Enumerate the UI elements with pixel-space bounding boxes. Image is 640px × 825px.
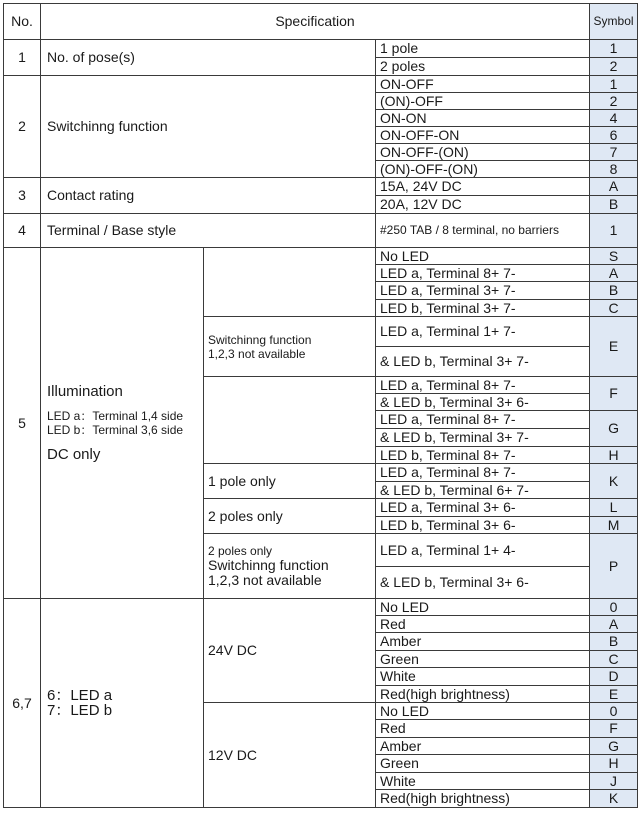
sec5-note-a: LED a：Terminal 1,4 side (47, 409, 184, 423)
sec67-sym: B (590, 633, 638, 651)
sec67-spec: White (376, 668, 590, 686)
sec4-no: 4 (4, 214, 41, 248)
sec5-sub-2poles: 2 poles only (204, 499, 376, 534)
sec5-sym-f: F (590, 377, 638, 411)
sec5-sym-a: A (590, 265, 638, 282)
sec2-sym: 8 (590, 161, 638, 178)
sec1-item: No. of pose(s) (41, 40, 376, 76)
sec3-sym: B (590, 196, 638, 214)
sec67-sym: C (590, 651, 638, 668)
sec2-sym: 4 (590, 110, 638, 127)
sec5-blank (204, 248, 376, 317)
header-symbol: Symbol (590, 4, 638, 40)
sec5-spec-e2: & LED b, Terminal 3+ 7- (376, 347, 590, 377)
sec5-spec-a: LED a, Terminal 8+ 7- (376, 265, 590, 282)
sec3-spec: 15A, 24V DC (376, 178, 590, 196)
sec5-spec-g1: LED a, Terminal 8+ 7- (376, 411, 590, 429)
sec5-sub-switching (204, 317, 376, 377)
sec67-sym: H (590, 755, 638, 773)
sec5-sub-2p-line2: Switchinng function (208, 557, 329, 573)
sec5-title: Illumination (47, 383, 123, 400)
specification-table (3, 3, 638, 808)
sec5-spec-f1: LED a, Terminal 8+ 7- (376, 377, 590, 394)
sec3-sym: A (590, 178, 638, 196)
sec67-sym: K (590, 790, 638, 808)
sec3-no: 3 (4, 178, 41, 214)
sec5-sym-b: B (590, 282, 638, 300)
sec67-sym: 0 (590, 599, 638, 616)
sec5-spec-e1: LED a, Terminal 1+ 7- (376, 317, 590, 347)
sec67-spec: No LED (376, 703, 590, 720)
sec5-spec-s: No LED (376, 248, 590, 265)
sec67-v12: 12V DC (204, 703, 376, 808)
sec5-spec-p2: & LED b, Terminal 3+ 6- (376, 567, 590, 599)
sec5-sym-l: L (590, 499, 638, 517)
sec4-item: Terminal / Base style (41, 214, 376, 248)
sec67-sym: 0 (590, 703, 638, 720)
sec67-spec: Amber (376, 738, 590, 755)
sec67-sym: A (590, 616, 638, 633)
sec67-spec: Red(high brightness) (376, 790, 590, 808)
sec5-sym-g: G (590, 411, 638, 447)
sec5-sub-switching-cont (204, 377, 376, 464)
sec5-sym-e: E (590, 317, 638, 377)
sec2-spec: ON-OFF-(ON) (376, 144, 590, 161)
sec5-sym-m: M (590, 517, 638, 534)
sec67-spec: Amber (376, 633, 590, 651)
sec5-spec-h: LED b, Terminal 8+ 7- (376, 447, 590, 464)
sec67-item-led-b: 7：LED b (47, 702, 113, 719)
sec67-spec: Red (376, 720, 590, 738)
sec2-spec: ON-OFF-ON (376, 127, 590, 144)
sec1-sym: 2 (590, 58, 638, 76)
sec5-sym-s: S (590, 248, 638, 265)
sec67-spec: Green (376, 755, 590, 773)
sec5-spec-k1: LED a, Terminal 8+ 7- (376, 464, 590, 482)
sec5-spec-f2: & LED b, Terminal 3+ 6- (376, 394, 590, 411)
sec5-sub-2poles-switching (204, 534, 376, 599)
sec3-item: Contact rating (41, 178, 376, 214)
sec2-sym: 1 (590, 76, 638, 93)
header-specification: Specification (41, 4, 590, 40)
sec5-sub-1pole: 1 pole only (204, 464, 376, 499)
sec67-sym: D (590, 668, 638, 686)
sec67-item-led-a: 6：LED a (47, 687, 113, 704)
sec2-sym: 6 (590, 127, 638, 144)
sec67-item (41, 599, 204, 808)
sec2-sym: 7 (590, 144, 638, 161)
sec5-sub-2p-line1: 2 poles only (208, 544, 273, 558)
header-no: No. (4, 4, 41, 40)
sec2-sym: 2 (590, 93, 638, 110)
sec67-spec: Red (376, 616, 590, 633)
sec4-sym: 1 (590, 214, 638, 248)
sec2-spec: ON-ON (376, 110, 590, 127)
sec67-v24: 24V DC (204, 599, 376, 703)
sec4-spec: #250 TAB / 8 terminal, no barriers (376, 214, 590, 248)
sec67-no: 6,7 (4, 599, 41, 808)
sec5-note-b: LED b：Terminal 3,6 side (47, 423, 184, 437)
sec67-sym: F (590, 720, 638, 738)
sec67-sym: G (590, 738, 638, 755)
sec5-spec-b: LED a, Terminal 3+ 7- (376, 282, 590, 300)
sec67-spec: White (376, 773, 590, 790)
sec2-spec: (ON)-OFF (376, 93, 590, 110)
sec1-spec: 1 pole (376, 40, 590, 58)
sec5-item (41, 248, 204, 599)
sec2-spec: ON-OFF (376, 76, 590, 93)
sec5-sub-switching-line2: 1,2,3 not available (208, 347, 306, 361)
sec5-spec-k2: & LED b, Terminal 6+ 7- (376, 482, 590, 499)
sec5-spec-l: LED a, Terminal 3+ 6- (376, 499, 590, 517)
sec67-sym: E (590, 686, 638, 703)
sec5-spec-g2: & LED b, Terminal 3+ 7- (376, 429, 590, 447)
sec5-spec-p1: LED a, Terminal 1+ 4- (376, 534, 590, 567)
sec5-sym-k: K (590, 464, 638, 499)
sec1-spec: 2 poles (376, 58, 590, 76)
sec1-no: 1 (4, 40, 41, 76)
sec5-sym-h: H (590, 447, 638, 464)
sec2-no: 2 (4, 76, 41, 178)
sec5-sym-c: C (590, 300, 638, 317)
sec1-sym: 1 (590, 40, 638, 58)
sec5-sub-switching-line1: Switchinng function (208, 333, 312, 347)
sec2-item: Switchinng function (41, 76, 376, 178)
sec67-spec: No LED (376, 599, 590, 616)
sec5-dc-only: DC only (47, 446, 101, 463)
sec67-sym: J (590, 773, 638, 790)
sec67-spec: Green (376, 651, 590, 668)
sec5-sym-p: P (590, 534, 638, 599)
sec2-spec: (ON)-OFF-(ON) (376, 161, 590, 178)
sec67-spec: Red(high brightness) (376, 686, 590, 703)
sec5-no: 5 (4, 248, 41, 599)
sec3-spec: 20A, 12V DC (376, 196, 590, 214)
sec5-spec-m: LED b, Terminal 3+ 6- (376, 517, 590, 534)
sec5-sub-2p-line3: 1,2,3 not available (208, 572, 322, 588)
sec5-spec-c: LED b, Terminal 3+ 7- (376, 300, 590, 317)
